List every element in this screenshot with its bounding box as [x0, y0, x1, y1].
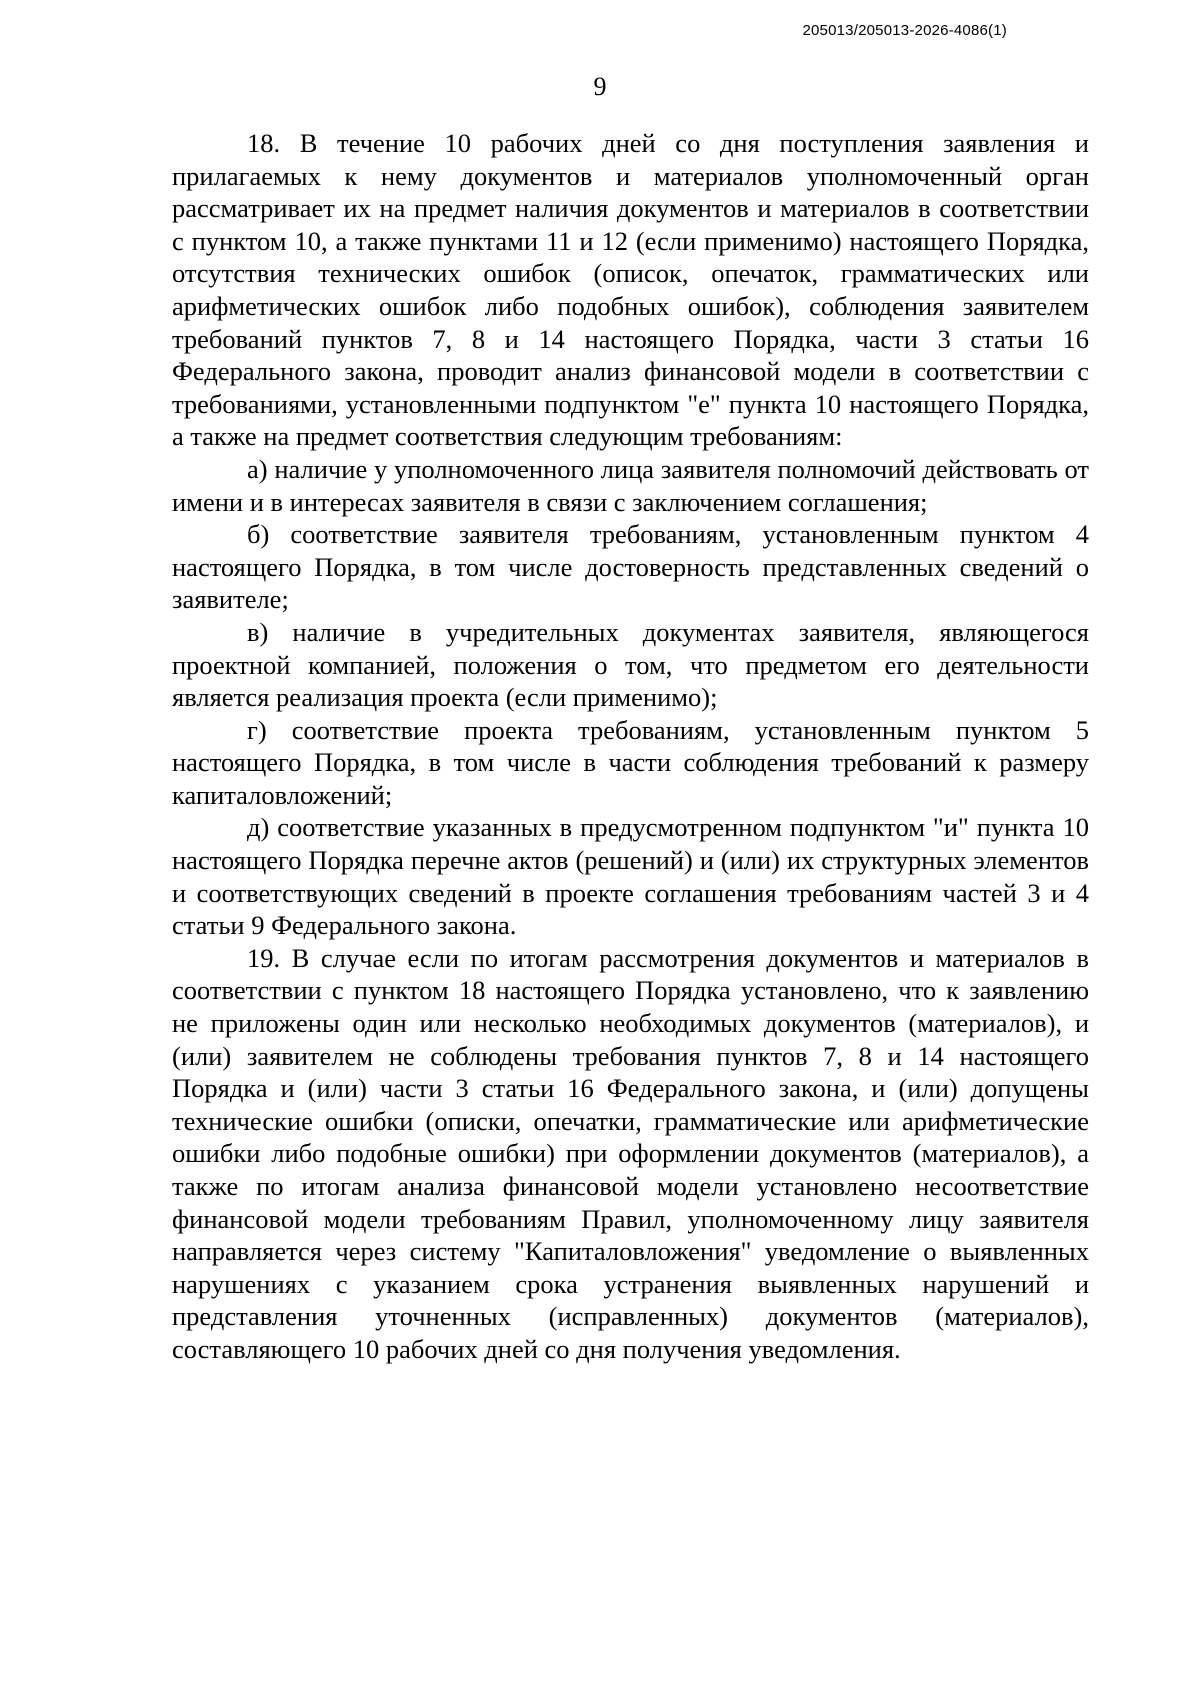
subitem-d: д) соответствие указанных в предусмотренном подпунктом "и" пункта 10 настоящего Порядка перечне актов (решений) и (или) их структурных элементов и соответствующих сведений в проекте соглашения требованиям частей 3 и 4 статьи 9 Федерального закона.	[172, 812, 1089, 941]
paragraph-19: 19. В случае если по итогам рассмотрения документов и материалов в соответствии с пунктом 18 настоящего Порядка установлено, что к заявлению не приложены один или несколько необходимых документов (материалов), и (или) заявителем не соблюдены требования пунктов 7, 8 и 14 настоящего Порядка и (или) части 3 статьи 16 Федерального закона, и (или) допущены технические ошибки (описки, опечатки, грамматические или арифметические ошибки либо подобные ошибки) при оформлении документов (материалов), а также по итогам анализа финансовой модели установлено несоответствие финансовой модели требованиям Правил, уполномоченному лицу заявителя направляется через систему "Капиталовложения" уведомление о выявленных нарушениях с указанием срока устранения выявленных нарушений и представления уточненных (исправленных) документов (материалов), составляющего 10 рабочих дней со дня получения уведомления.	[172, 942, 1089, 1364]
document-body	[172, 127, 1089, 1366]
subitem-a: а) наличие у уполномоченного лица заявителя полномочий действовать от имени и в интересах заявителя в связи с заключением соглашения;	[172, 453, 1089, 517]
paragraph-18: 18. В течение 10 рабочих дней со дня поступления заявления и прилагаемых к нему документов и материалов уполномоченный орган рассматривает их на предмет наличия документов и материалов в соответствии с пунктом 10, а также пунктами 11 и 12 (если применимо) настоящего Порядка, отсутствия технических ошибок (описок, опечаток, грамматических или арифметических ошибок либо подобных ошибок), соблюдения заявителем требований пунктов 7, 8 и 14 настоящего Порядка, части 3 статьи 16 Федерального закона, проводит анализ финансовой модели в соответствии с требованиями, установленными подпунктом "е" пункта 10 настоящего Порядка, а также на предмет соответствия следующим требованиям:	[172, 128, 1089, 452]
subitem-v: в) наличие в учредительных документах заявителя, являющегося проектной компанией, положения о том, что предметом его деятельности является реализация проекта (если применимо);	[172, 616, 1089, 713]
subitem-g: г) соответствие проекта требованиям, установленным пунктом 5 настоящего Порядка, в том числе в части соблюдения требований к размеру капиталовложений;	[172, 714, 1089, 810]
subitem-b: б) соответствие заявителя требованиям, установленным пунктом 4 настоящего Порядка, в том числе достоверность представленных сведений о заявителе;	[172, 519, 1089, 615]
document-id: 205013/205013-2026-4086(1)	[802, 22, 1007, 39]
page-number: 9	[593, 72, 607, 101]
